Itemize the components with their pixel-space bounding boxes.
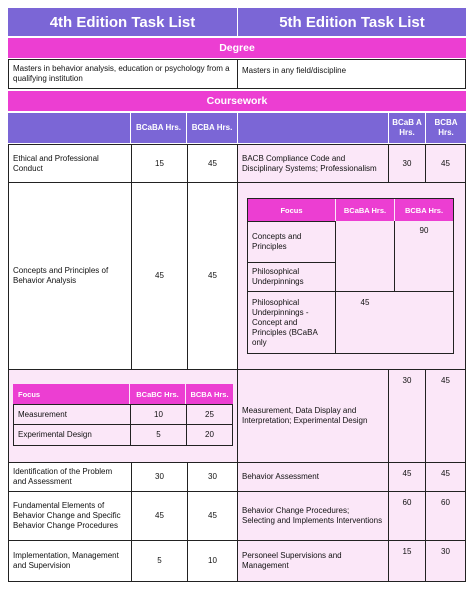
ethics-left-label: Ethical and Professional Conduct <box>8 144 132 183</box>
implementation-right-label: Personeel Supervisions and Management <box>237 540 389 582</box>
degree-band: Degree <box>8 38 466 58</box>
inner-left-row-measurement-a: 10 <box>130 404 187 425</box>
inner-right-divider-1 <box>335 221 336 354</box>
inner-left-col-focus: Focus <box>13 384 129 404</box>
right-title: 5th Edition Task List <box>237 8 466 36</box>
identification-right-label: Behavior Assessment <box>237 462 389 492</box>
measurement-right-label: Measurement, Data Display and Interpretation; Experimental Design <box>237 369 389 463</box>
inner-right-focus-philosophical-concept: Philosophical Underpinnings - Concept and Principles (BCaBA only <box>247 291 336 354</box>
identification-left-label: Identification of the Problem and Assessment <box>8 462 132 492</box>
concepts-left-bcaba: 45 <box>131 182 188 370</box>
implementation-right-bcba: 30 <box>425 540 466 582</box>
left-col-bcaba: BCaBA Hrs. <box>131 113 186 143</box>
ethics-right-bcaba: 30 <box>388 144 426 183</box>
inner-left-col-bcba: BCBA Hrs. <box>186 384 233 404</box>
fundamental-right-bcaba: 60 <box>388 491 426 541</box>
ethics-left-bcba: 45 <box>187 144 238 183</box>
concepts-left-bcba: 45 <box>187 182 238 370</box>
left-col-bcba: BCBA Hrs. <box>187 113 237 143</box>
identification-right-bcba: 45 <box>425 462 466 492</box>
fundamental-left-bcba: 45 <box>187 491 238 541</box>
implementation-left-bcaba: 5 <box>131 540 188 582</box>
right-focus-header <box>238 113 388 143</box>
inner-left-row-experimental-b: 20 <box>186 424 233 446</box>
inner-left-row-experimental-a: 5 <box>130 424 187 446</box>
degree-left: Masters in behavior analysis, education or psychology from a qualifying institution <box>8 59 238 89</box>
measurement-right-bcaba: 30 <box>388 369 426 463</box>
inner-right-focus-philosophical: Philosophical Underpinnings <box>247 262 336 292</box>
left-title: 4th Edition Task List <box>8 8 237 36</box>
implementation-right-bcaba: 15 <box>388 540 426 582</box>
right-col-bcaba: BCaB A Hrs. <box>389 113 425 143</box>
identification-right-bcaba: 45 <box>388 462 426 492</box>
fundamental-left-label: Fundamental Elements of Behavior Change and Specific Behavior Change Procedures <box>8 491 132 541</box>
concepts-left-label: Concepts and Principles of Behavior Analysis <box>8 182 132 370</box>
identification-left-bcaba: 30 <box>131 462 188 492</box>
coursework-band: Coursework <box>8 91 466 111</box>
inner-right-col-bcaba: BCaBA Hrs. <box>336 199 394 221</box>
implementation-left-bcba: 10 <box>187 540 238 582</box>
ethics-right-bcba: 45 <box>425 144 466 183</box>
measurement-right-bcba: 45 <box>425 369 466 463</box>
ethics-left-bcaba: 15 <box>131 144 188 183</box>
fundamental-left-bcaba: 45 <box>131 491 188 541</box>
inner-right-focus-concepts: Concepts and Principles <box>247 221 336 263</box>
inner-right-col-focus: Focus <box>248 199 335 221</box>
inner-right-divider-3 <box>335 291 454 292</box>
implementation-left-label: Implementation, Management and Supervision <box>8 540 132 582</box>
inner-left-col-bcabc: BCaBC Hrs. <box>130 384 185 404</box>
fundamental-right-bcba: 60 <box>425 491 466 541</box>
left-focus-header <box>8 113 130 143</box>
inner-left-row-measurement-b: 25 <box>186 404 233 425</box>
fundamental-right-label: Behavior Change Procedures; Selecting and Implements Interventions <box>237 491 389 541</box>
inner-right-bcaba-value: 45 <box>360 298 370 307</box>
inner-left-row-measurement: Measurement <box>13 404 131 425</box>
inner-right-col-bcba: BCBA Hrs. <box>395 199 453 221</box>
inner-left-row-experimental: Experimental Design <box>13 424 131 446</box>
inner-right-bcba-value: 90 <box>419 226 429 235</box>
identification-left-bcba: 30 <box>187 462 238 492</box>
ethics-right-label: BACB Compliance Code and Disciplinary Systems; Professionalism <box>237 144 389 183</box>
right-col-bcba: BCBA Hrs. <box>426 113 466 143</box>
degree-right: Masters in any field/discipline <box>237 59 466 89</box>
